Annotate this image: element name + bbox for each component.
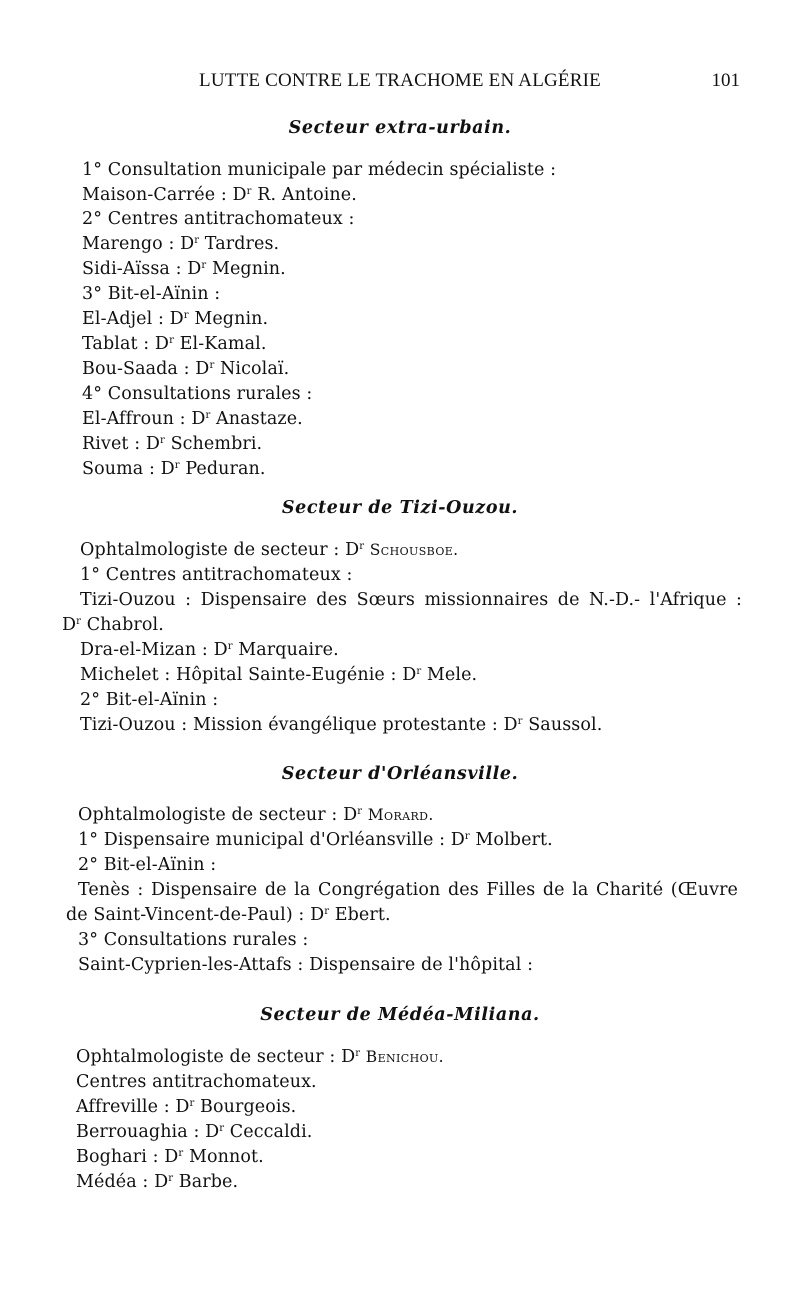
section-heading-tizi-ouzou: Secteur de Tizi-Ouzou. bbox=[281, 498, 519, 518]
text-line: Tenès : Dispensaire de la Congrégation des Filles de la Charité (Œuvre bbox=[78, 880, 738, 900]
text-line: Michelet : Hôpital Sainte-Eugénie : $D^r$ Mele. bbox=[80, 665, 478, 685]
text-line: 1° Consultation municipale par médecin spécialiste : bbox=[82, 160, 557, 180]
text-line: Boghari : $D^r$ Monnot. bbox=[76, 1147, 264, 1167]
text-line: Médéa : $D^r$ Barbe. bbox=[76, 1172, 239, 1192]
text-line: de Saint-Vincent-de-Paul) : $D^r$ Ebert. bbox=[66, 905, 391, 925]
text-line: 1° Dispensaire municipal d'Orléansville : $D^r$ Molbert. bbox=[78, 830, 553, 850]
page-number: 101 bbox=[711, 70, 740, 91]
text-line: Centres antitrachomateux. bbox=[76, 1072, 317, 1092]
text-line: Saint-Cyprien-les-Attafs : Dispensaire de l'hôpital : bbox=[78, 955, 534, 975]
text-line: Berrouaghia : $D^r$ Ceccaldi. bbox=[76, 1122, 313, 1142]
text-line: Dra-el-Mizan : $D^r$ Marquaire. bbox=[80, 640, 339, 660]
text-line: 1° Centres antitrachomateux : bbox=[80, 565, 353, 585]
text-line: Ophtalmologiste de secteur : $D^r$ Schousboe. bbox=[80, 540, 459, 560]
text-line: 3° Consultations rurales : bbox=[78, 930, 309, 950]
text-line: Affreville : $D^r$ Bourgeois. bbox=[76, 1097, 297, 1117]
text-line: Souma : $D^r$ Peduran. bbox=[82, 459, 266, 479]
text-line: Ophtalmologiste de secteur : $D^r$ Benichou. bbox=[76, 1047, 444, 1067]
section-heading-medea-miliana: Secteur de Médéa-Miliana. bbox=[260, 1005, 540, 1025]
text-line: $D^r$ Chabrol. bbox=[62, 615, 164, 635]
text-line: Maison-Carrée : $D^r$ R. Antoine. bbox=[82, 185, 357, 205]
page-header bbox=[0, 70, 800, 96]
text-line: 2° Centres antitrachomateux : bbox=[82, 209, 355, 229]
text-line: Tizi-Ouzou : Dispensaire des Sœurs missionnaires de N.-D.- l'Afrique : bbox=[80, 590, 742, 610]
text-line: El-Adjel : $D^r$ Megnin. bbox=[82, 309, 269, 329]
text-line: Tablat : $D^r$ El-Kamal. bbox=[82, 334, 267, 354]
text-line: 3° Bit-el-Aïnin : bbox=[82, 284, 221, 304]
text-line: Marengo : $D^r$ Tardres. bbox=[82, 234, 280, 254]
text-line: Tizi-Ouzou : Mission évangélique protestante : $D^r$ Saussol. bbox=[80, 715, 603, 735]
text-line: 2° Bit-el-Aïnin : bbox=[80, 690, 219, 710]
text-line: 4° Consultations rurales : bbox=[82, 384, 313, 404]
text-line: 2° Bit-el-Aïnin : bbox=[78, 855, 217, 875]
text-line: Sidi-Aïssa : $D^r$ Megnin. bbox=[82, 259, 286, 279]
text-line: Ophtalmologiste de secteur : $D^r$ Morard. bbox=[78, 805, 434, 825]
section-heading-orleansville: Secteur d'Orléansville. bbox=[281, 764, 519, 784]
text-line: El-Affroun : $D^r$ Anastaze. bbox=[82, 409, 303, 429]
text-line: Rivet : $D^r$ Schembri. bbox=[82, 434, 263, 454]
text-line: Bou-Saada : $D^r$ Nicolaï. bbox=[82, 359, 290, 379]
section-heading-extra-urbain: Secteur extra-urbain. bbox=[288, 118, 512, 138]
running-title: LUTTE CONTRE LE TRACHOME EN ALGÉRIE bbox=[199, 70, 601, 91]
